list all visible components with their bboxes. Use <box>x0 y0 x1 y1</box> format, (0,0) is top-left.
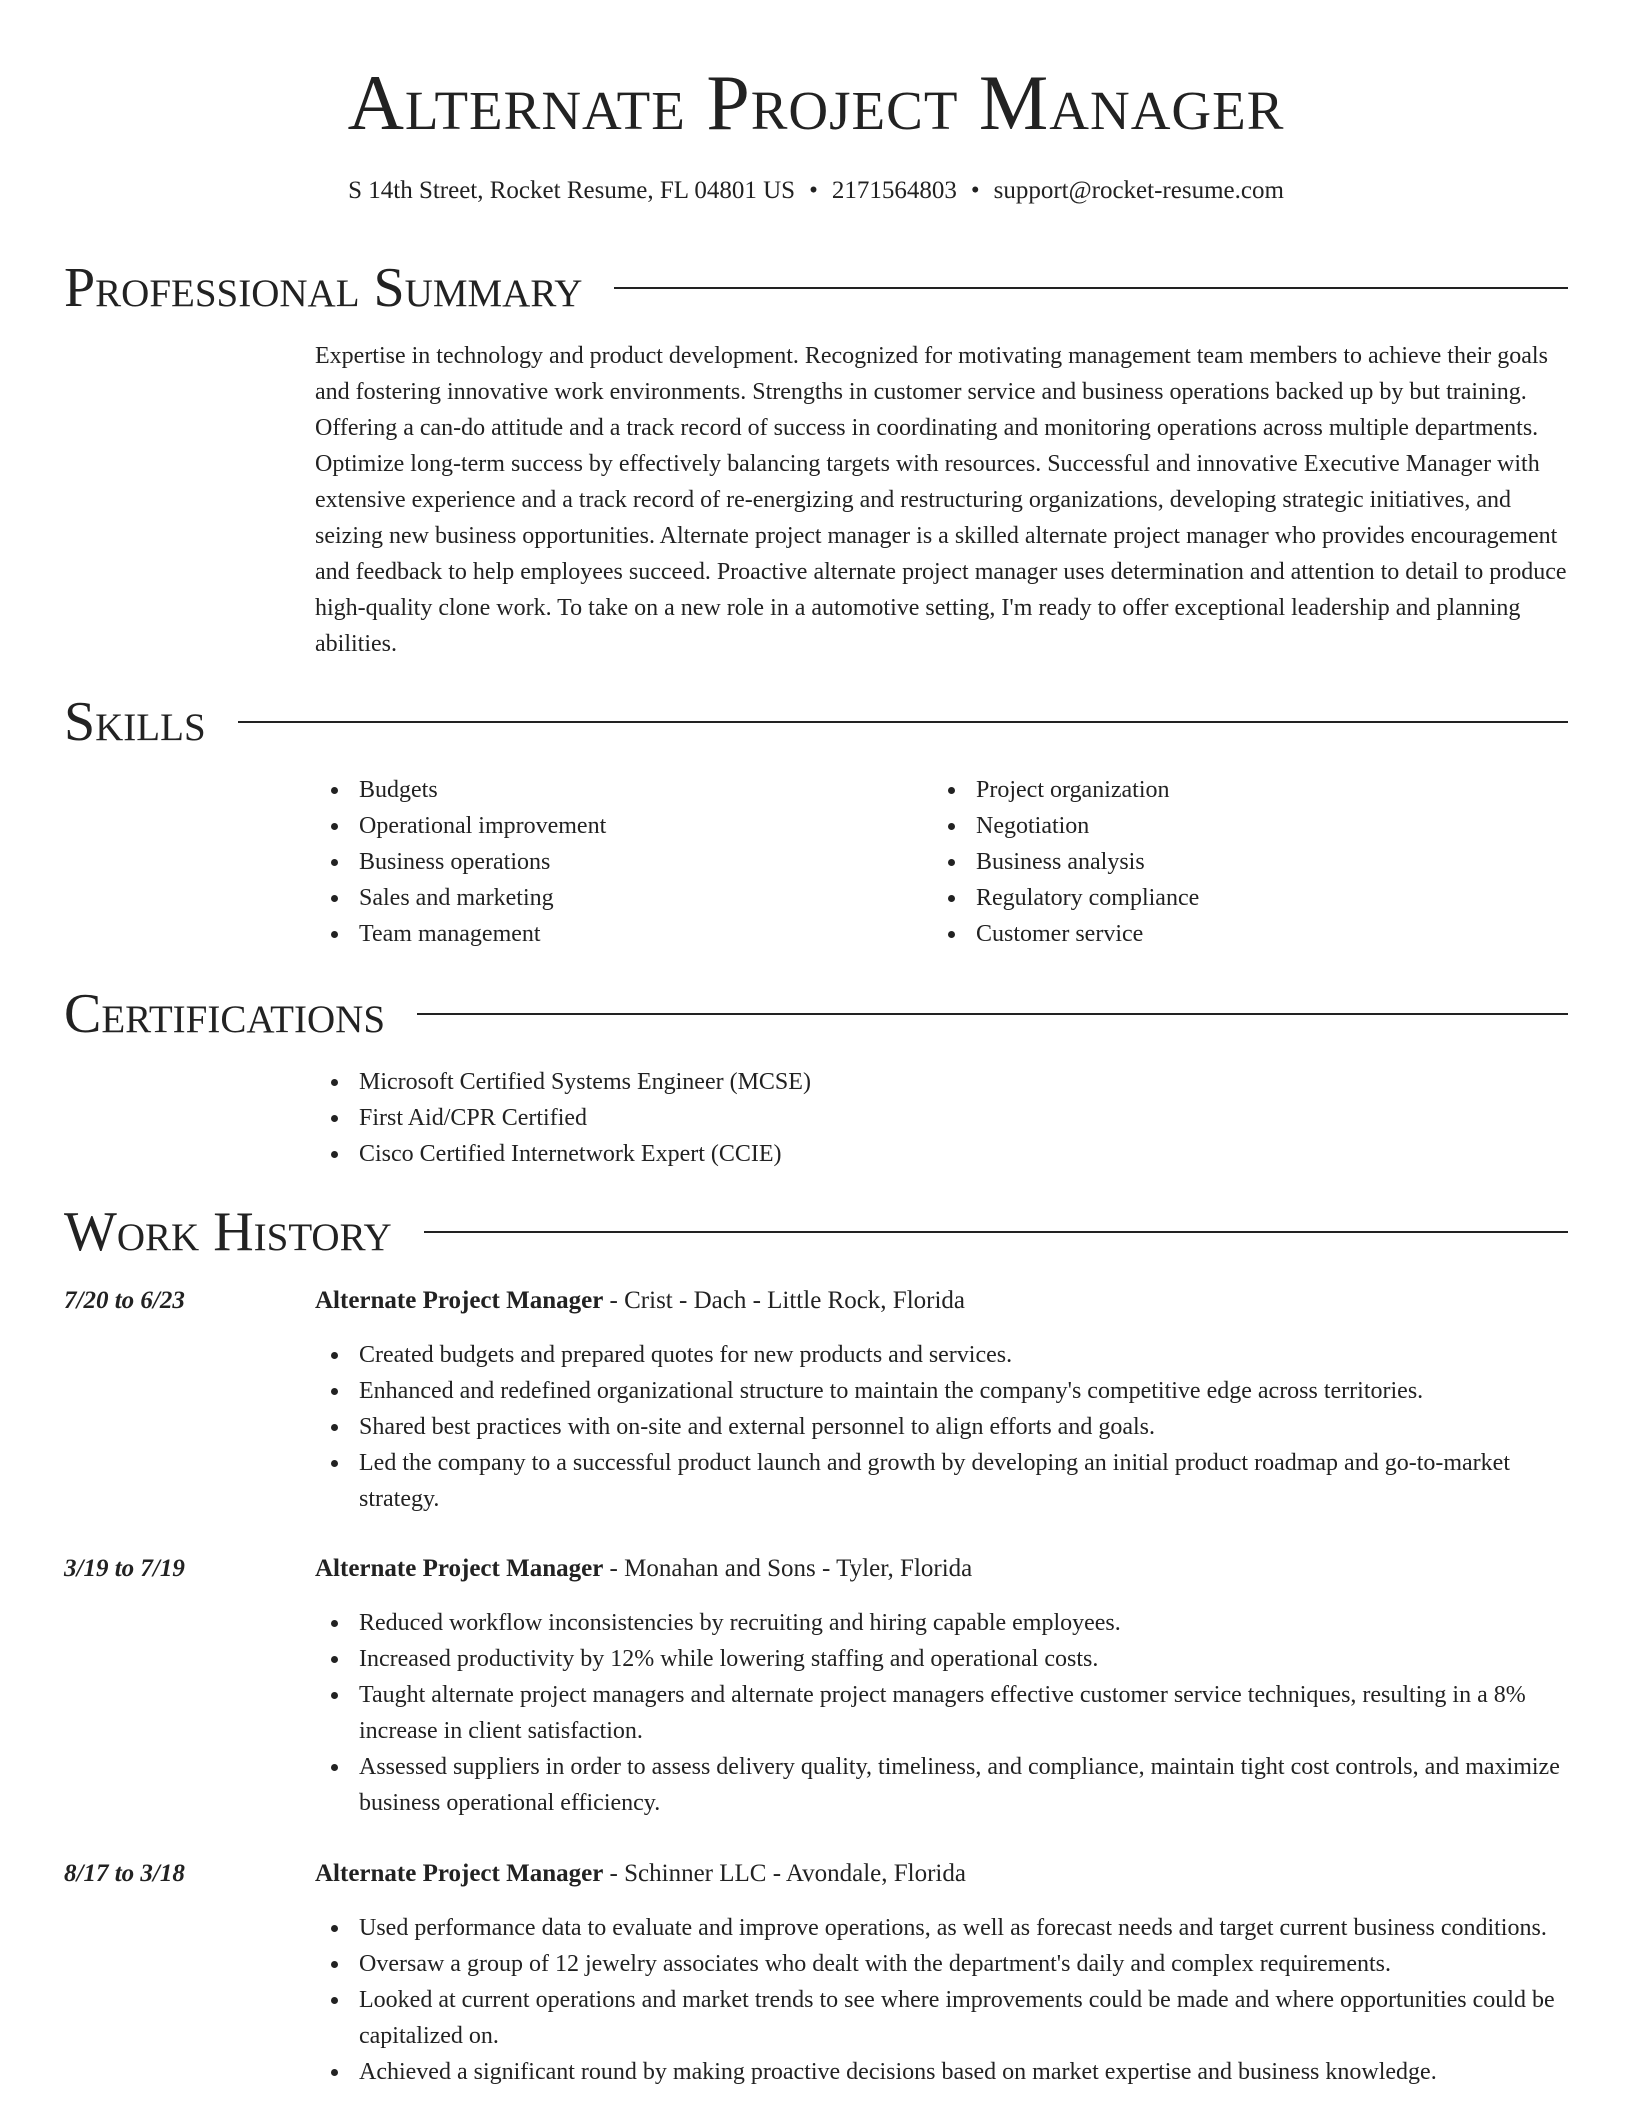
resume-name: Alternate Project Manager <box>347 59 1285 146</box>
contact-phone: 2171564803 <box>831 177 957 204</box>
skills-list-left <box>315 772 915 952</box>
job-bullet: Shared best practices with on-site and external personnel to align efforts and goals. <box>315 1409 1570 1445</box>
job-bullets <box>315 1605 1570 1821</box>
job-bullet: Enhanced and redefined organizational structure to maintain the company's competitive edge across territories. <box>315 1373 1570 1409</box>
certifications-section-title: Certifications <box>64 983 386 1045</box>
job-bullet: Used performance data to evaluate and improve operations, as well as forecast needs and target current business conditions. <box>315 1910 1570 1946</box>
skills-section-title: Skills <box>64 691 206 753</box>
certification-item: Microsoft Certified Systems Engineer (MCSE) <box>315 1064 1570 1100</box>
job-role: Alternate Project Manager <box>315 1555 604 1582</box>
skill-item: Budgets <box>315 772 915 808</box>
skill-item: Customer service <box>932 916 1532 952</box>
job-bullet: Increased productivity by 12% while lowering staffing and operational costs. <box>315 1641 1570 1677</box>
job-dates: 3/19 to 7/19 <box>64 1555 185 1582</box>
job-company: - Monahan and Sons - Tyler, Florida <box>603 1555 973 1582</box>
certifications-section-header <box>64 982 1568 1046</box>
section-divider <box>417 1013 1568 1015</box>
skill-item: Negotiation <box>932 808 1532 844</box>
job-company: - Crist - Dach - Little Rock, Florida <box>603 1287 966 1314</box>
job-bullet: Reduced workflow inconsistencies by recruiting and hiring capable employees. <box>315 1605 1570 1641</box>
job-dates: 7/20 to 6/23 <box>64 1287 185 1314</box>
job-bullet: Oversaw a group of 12 jewelry associates who dealt with the department's daily and complex requirements. <box>315 1946 1570 1982</box>
skill-item: Project organization <box>932 772 1532 808</box>
contact-separator: • <box>970 177 980 204</box>
skills-section-header <box>64 690 1568 754</box>
skill-item: Business analysis <box>932 844 1532 880</box>
contact-separator: • <box>809 177 818 204</box>
job-role: Alternate Project Manager <box>315 1287 604 1314</box>
contact-address: S 14th Street, Rocket Resume, FL 04801 US <box>348 177 796 204</box>
skills-list-right <box>932 772 1532 952</box>
summary-section-title: Professional Summary <box>64 257 583 319</box>
section-divider <box>424 1231 1568 1233</box>
skill-item: Regulatory compliance <box>932 880 1532 916</box>
contact-email: support@rocket-resume.com <box>993 177 1284 204</box>
job-bullets <box>315 1337 1570 1517</box>
summary-text: Expertise in technology and product development. Recognized for motivating management team members to achieve their goals and fostering innovative work environments. Strengths in customer service and business operations backed up by but training. Offering a can-do attitude and a track record of success in coordinating and monitoring operations across multiple departments. Optimize long-term success by effectively balancing targets with resources. Successful and innovative Executive Manager with extensive experience and a track record of re-energizing and restructuring organizations, developing strategic initiatives, and seizing new business opportunities. Alternate project manager is a skilled alternate project manager who provides encouragement and feedback to help employees succeed. Proactive alternate project manager uses determination and attention to detail to produce high-quality clone work. To take on a new role in a automotive setting, I'm ready to offer exceptional leadership and planning abilities. <box>315 343 1567 657</box>
job-bullet: Created budgets and prepared quotes for new products and services. <box>315 1337 1570 1373</box>
job-bullet: Taught alternate project managers and alternate project managers effective customer service techniques, resulting in a 8% increase in client satisfaction. <box>315 1677 1570 1749</box>
job-bullets <box>315 1910 1570 2090</box>
work-section-title: Work History <box>64 1201 392 1263</box>
section-divider <box>238 721 1568 723</box>
skill-item: Business operations <box>315 844 915 880</box>
certification-item: Cisco Certified Internetwork Expert (CCIE) <box>315 1136 1570 1172</box>
job-company: - Schinner LLC - Avondale, Florida <box>603 1860 966 1887</box>
certification-item: First Aid/CPR Certified <box>315 1100 1570 1136</box>
job-title-line <box>315 1551 972 1587</box>
skill-item: Team management <box>315 916 915 952</box>
job-title-line <box>315 1283 965 1319</box>
work-section-header <box>64 1200 1568 1264</box>
contact-line <box>0 174 1632 208</box>
skill-item: Operational improvement <box>315 808 915 844</box>
job-bullet: Achieved a significant round by making proactive decisions based on market expertise and business knowledge. <box>315 2054 1570 2090</box>
section-divider <box>614 287 1568 289</box>
certifications-list <box>315 1064 1570 1172</box>
job-title-line <box>315 1856 966 1892</box>
skill-item: Sales and marketing <box>315 880 915 916</box>
job-bullet: Looked at current operations and market trends to see where improvements could be made and where opportunities could be capitalized on. <box>315 1982 1570 2054</box>
job-bullet: Led the company to a successful product launch and growth by developing an initial product roadmap and go-to-market strategy. <box>315 1445 1570 1517</box>
job-role: Alternate Project Manager <box>315 1860 604 1887</box>
job-bullet: Assessed suppliers in order to assess delivery quality, timeliness, and compliance, maintain tight cost controls, and maximize business operational efficiency. <box>315 1749 1570 1821</box>
job-dates: 8/17 to 3/18 <box>64 1860 185 1887</box>
summary-section-header <box>64 256 1568 320</box>
